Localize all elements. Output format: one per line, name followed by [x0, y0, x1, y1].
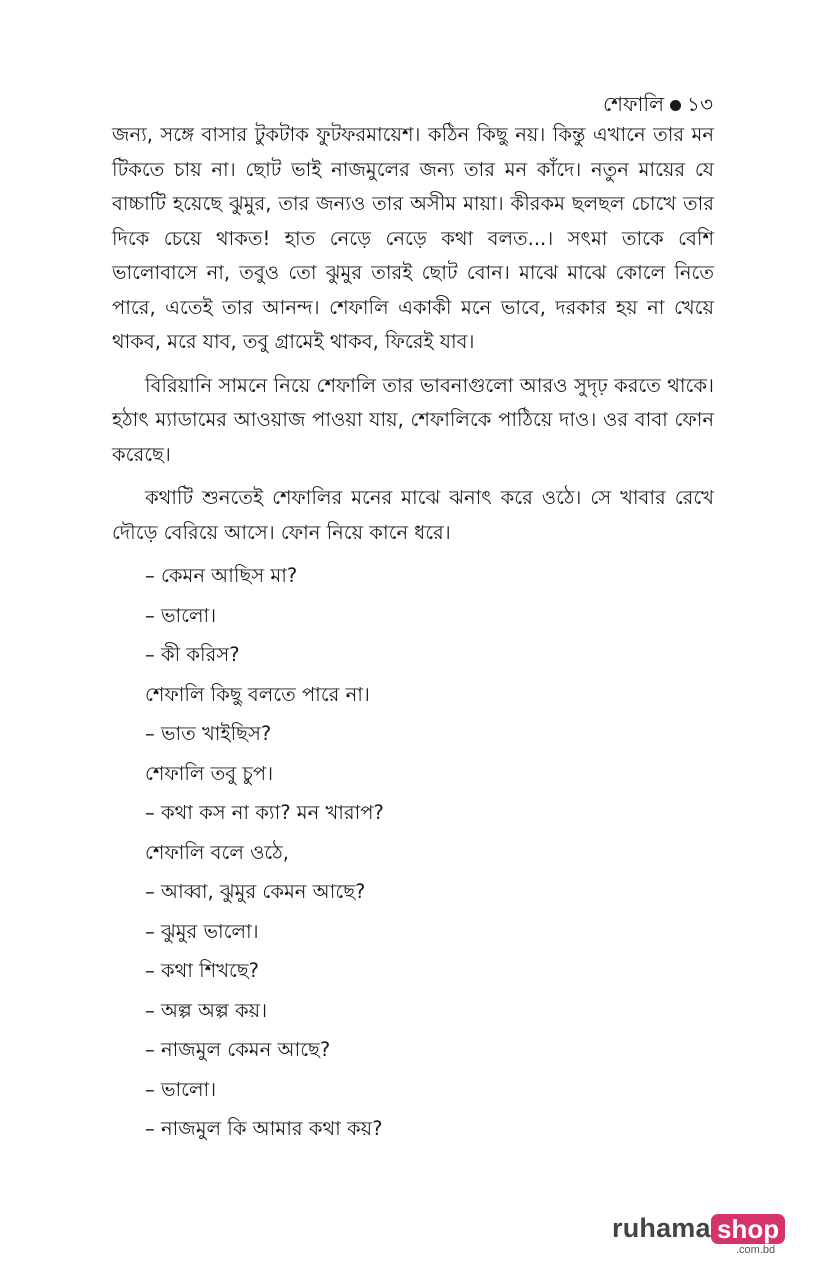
dialogue-line: – কথা কস না ক্যা? মন খারাপ? [145, 801, 384, 824]
dialogue-line: – অল্প অল্প কয়। [145, 998, 268, 1022]
dialogue-line: – ভাত খাইছিস? [145, 722, 272, 745]
dialogue-line: – ভালো। [145, 1077, 217, 1101]
logo-domain: .com.bd [736, 1244, 776, 1256]
dialogue-line: – কেমন আছিস মা? [145, 564, 298, 587]
bullet-icon [670, 100, 681, 111]
logo-text-main: ruhama [612, 1213, 711, 1243]
dialogue-line: শেফালি তবু চুপ। [145, 761, 274, 785]
page-number: ১৩ [687, 92, 713, 116]
dialogue-line: শেফালি বলে ওঠে, [145, 840, 289, 864]
logo-text-shop: shop [717, 1214, 780, 1244]
paragraph: জন্য, সঙ্গে বাসার টুকটাক ফুটফরমায়েশ। কঠিন কিছু নয়। কিন্তু এখানে তার মন টিকতে চায় না। ছোট ভাই নাজমুলের জন্য তার মন কাঁদে। নতুন মায়ের যে বাচ্চাটি হয়েছে ঝুমুর, তার জন্যও তার অসীম মায়া। কীরকম ছলছল চোখে তার দিকে চেয়ে থাকত! হাত নেড়ে নেড়ে কথা বলত...। সৎমা তাকে বেশি ভালোবাসে না, তবুও তো ঝুমুর তারই ছোট বোন। মাঝে মাঝে কোলে নিতে পারে, এতেই তার আনন্দ। শেফালি একাকী মনে ভাবে, দরকার হয় না খেয়ে থাকব, মরে যাব, তবু গ্রামেই থাকব, ফিরেই যাব। [112, 123, 714, 353]
paragraph: বিরিয়ানি সামনে নিয়ে শেফালি তার ভাবনাগুলো আরও সুদৃঢ় করতে থাকে। হঠাৎ ম্যাডামের আওয়াজ পাওয়া যায়, শেফালিকে পাঠিয়ে দাও। ওর বাবা ফোন করেছে। [112, 373, 714, 466]
running-header [603, 92, 713, 116]
dialogue-line: – কথা শিখছে? [145, 959, 259, 982]
dialogue-line: – ঝুমুর ভালো। [145, 919, 259, 943]
dialogue-line: – নাজমুল কি আমার কথা কয়? [145, 1117, 383, 1140]
page-body [112, 118, 714, 1152]
dialogue-line: – কী করিস? [145, 643, 240, 666]
dialogue-line: – নাজমুল কেমন আছে? [145, 1038, 331, 1061]
dialogue-line: – আব্বা, ঝুমুর কেমন আছে? [145, 880, 366, 903]
logo-shop-badge [711, 1214, 785, 1244]
dialogue-line: – ভালো। [145, 603, 217, 627]
paragraph: কথাটি শুনতেই শেফালির মনের মাঝে ঝনাৎ করে ওঠে। সে খাবার রেখে দৌড়ে বেরিয়ে আসে। ফোন নিয়ে কানে ধরে। [112, 486, 714, 544]
header-title: শেফালি [603, 92, 665, 116]
dialogue-line: শেফালি কিছু বলতে পারে না। [145, 682, 370, 706]
ruhamashop-logo [612, 1213, 782, 1259]
